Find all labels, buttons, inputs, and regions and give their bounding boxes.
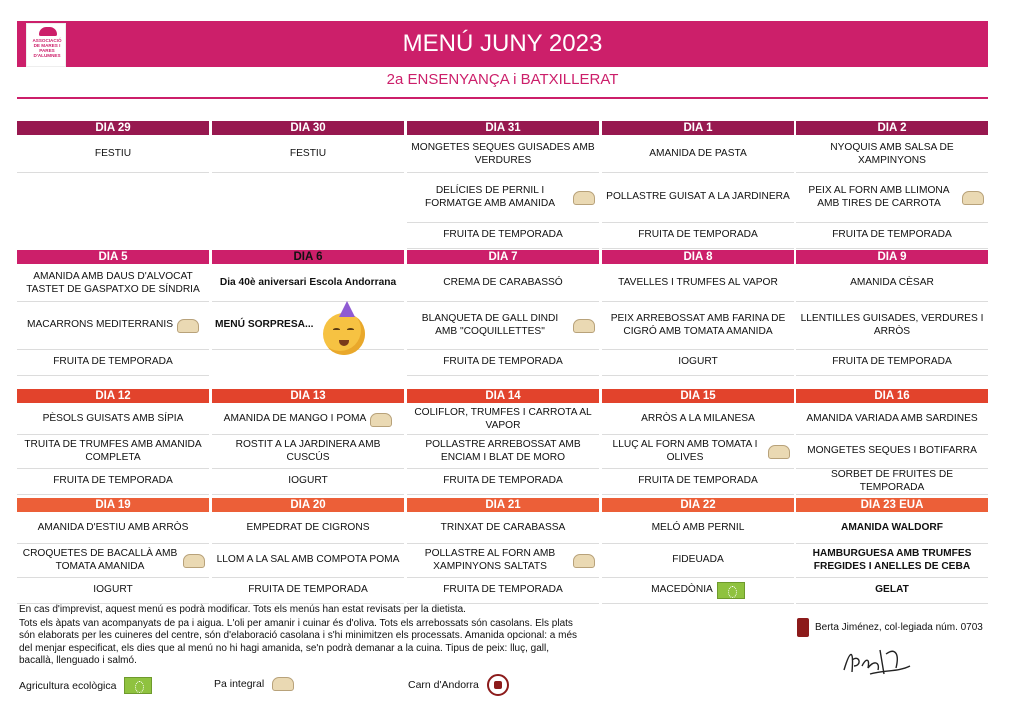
- menu-item: [796, 223, 988, 249]
- menu-item-text: FRUITA DE TEMPORADA: [248, 584, 368, 596]
- day-header: DIA 8: [602, 250, 794, 264]
- menu-item: [796, 350, 988, 376]
- menu-item-text: DELÍCIES DE PERNIL I FORMATGE AMB AMANIDA: [425, 185, 555, 209]
- menu-item: [602, 173, 794, 223]
- day-header: DIA 2: [796, 121, 988, 135]
- day-column: [602, 389, 794, 487]
- day-column: [602, 498, 794, 596]
- menu-item-text: MONGETES SEQUES GUISADES AMB VERDURES: [411, 142, 595, 166]
- signature: [840, 640, 914, 680]
- day-column: [212, 498, 404, 596]
- association-logo: [26, 23, 66, 67]
- menu-item-text: AMANIDA D'ESTIU AMB ARRÒS: [37, 522, 189, 534]
- menu-item: [407, 469, 599, 495]
- menu-item: [17, 578, 209, 604]
- day-header: DIA 16: [796, 389, 988, 403]
- menu-item: [407, 514, 599, 544]
- menu-item: [212, 223, 404, 249]
- menu-item-text: LLENTILLES GUISADES, VERDURES I ARRÒS: [800, 313, 984, 337]
- menu-item-text: BLANQUETA DE GALL DINDI AMB "COQUILLETTES": [421, 313, 559, 337]
- menu-item-text: LLOM A LA SAL AMB COMPOTA POMA: [216, 554, 400, 566]
- menu-item-text: FRUITA DE TEMPORADA: [832, 356, 952, 368]
- day-column: [796, 389, 988, 493]
- day-column: [796, 498, 988, 596]
- day-header: DIA 23 EUA: [796, 498, 988, 512]
- day-column: [17, 498, 209, 596]
- day-header: DIA 20: [212, 498, 404, 512]
- menu-item: [602, 435, 794, 469]
- menu-item: [407, 405, 599, 435]
- menu-item-text: PEIX ARREBOSSAT AMB FARINA DE CIGRÓ AMB TOMATA AMANIDA: [610, 313, 786, 337]
- legend-bread-label: Pa integral: [214, 678, 265, 690]
- day-column: [17, 389, 209, 487]
- day-column: [602, 121, 794, 241]
- bookmark-icon: [797, 618, 809, 637]
- menu-item-text: FRUITA DE TEMPORADA: [53, 356, 173, 368]
- footer-note-2: Tots els àpats van acompanyats de pa i aigua. L'oli per amanir i cuinar és d'oliva. Tots els arrebossats són casolans. Els plats són elaborats per les cuineres del centre, són d'elaboració casolana i s'hi minimitzen els processats. Amanida opcional: a més del menjar especificat, els dies que al menú no hi hagi amanida, se'n podrà demanar a la cuina. Tipus de peix: lluç, gall, bacallà, llenguado i salmó.: [19, 618, 578, 666]
- page-subtitle: 2a ENSENYANÇA i BATXILLERAT: [386, 71, 619, 88]
- menu-item: [407, 544, 599, 578]
- menu-item: [407, 302, 599, 350]
- menu-item: [212, 514, 404, 544]
- menu-item-text: FRUITA DE TEMPORADA: [443, 229, 563, 241]
- menu-item-text: EMPEDRAT DE CIGRONS: [246, 522, 370, 534]
- day-header: DIA 31: [407, 121, 599, 135]
- menu-item-text: CREMA DE CARABASSÓ: [443, 277, 563, 289]
- bread-icon: [573, 554, 595, 568]
- menu-item: [212, 137, 404, 173]
- menu-item: [17, 544, 209, 578]
- page-title: MENÚ JUNY 2023: [402, 30, 603, 57]
- menu-item-text: IOGURT: [678, 356, 718, 368]
- legend-meat-label: Carn d'Andorra: [408, 679, 479, 691]
- menu-item: [407, 137, 599, 173]
- menu-item: [796, 578, 988, 604]
- menu-item: [796, 469, 988, 495]
- menu-item-text: IOGURT: [288, 475, 328, 487]
- menu-item-text: TAVELLES I TRUMFES AL VAPOR: [618, 277, 778, 289]
- day-header: DIA 7: [407, 250, 599, 264]
- legend-meat: [408, 674, 509, 696]
- day-column: [407, 121, 599, 241]
- day-column: [17, 250, 209, 368]
- day-column: [796, 121, 988, 241]
- day-column: [602, 250, 794, 368]
- menu-item: [796, 435, 988, 469]
- menu-item: [602, 266, 794, 302]
- menu-item-text: ARRÒS A LA MILANESA: [641, 413, 755, 425]
- menu-item-text: POLLASTRE ARREBOSSAT AMB ENCIAM I BLAT DE MORO: [425, 439, 581, 463]
- day-header: DIA 13: [212, 389, 404, 403]
- day-column: [407, 498, 599, 596]
- menu-item-text: MACARRONS MEDITERRANIS: [26, 319, 174, 331]
- menu-item: [602, 302, 794, 350]
- divider: [17, 97, 988, 99]
- menu-item: [17, 173, 209, 223]
- menu-item-text: AMANIDA WALDORF: [840, 522, 944, 534]
- menu-item-text: SORBET DE FRUITES DE TEMPORADA: [830, 469, 954, 493]
- menu-item: [17, 405, 209, 435]
- bread-icon: [177, 319, 199, 333]
- logo-text: ASSOCIACIÓ DE MARES I PARES D'ALUMNES: [32, 38, 62, 58]
- carn-andorra-icon: [487, 674, 509, 696]
- menu-item: [407, 350, 599, 376]
- menu-item: [17, 223, 209, 249]
- bread-icon: [272, 677, 294, 691]
- menu-item-text: COLIFLOR, TRUMFES I CARROTA AL VAPOR: [414, 407, 592, 431]
- menu-item: [796, 266, 988, 302]
- menu-item: [407, 223, 599, 249]
- day-column: [212, 121, 404, 160]
- menu-item: [212, 266, 404, 302]
- menu-item: [407, 173, 599, 223]
- menu-item: [212, 302, 404, 350]
- menu-item: [796, 405, 988, 435]
- menu-item-text: FRUITA DE TEMPORADA: [443, 584, 563, 596]
- menu-item-text: NYOQUIS AMB SALSA DE XAMPINYONS: [830, 142, 954, 166]
- day-header: DIA 30: [212, 121, 404, 135]
- menu-item-text: PÈSOLS GUISATS AMB SÍPIA: [42, 413, 184, 425]
- menu-item-text: FESTIU: [94, 148, 132, 160]
- day-header: DIA 6: [212, 250, 404, 264]
- menu-item-text: FRUITA DE TEMPORADA: [443, 475, 563, 487]
- menu-item: [602, 137, 794, 173]
- menu-item: [796, 302, 988, 350]
- day-header: DIA 1: [602, 121, 794, 135]
- menu-item-text: MACEDÒNIA: [651, 584, 713, 596]
- menu-item-text: FRUITA DE TEMPORADA: [638, 229, 758, 241]
- menu-item: [17, 469, 209, 495]
- menu-item: [212, 350, 404, 376]
- menu-item: [602, 350, 794, 376]
- bread-icon: [573, 191, 595, 205]
- party-face-icon: [323, 313, 365, 355]
- legend-eco-label: Agricultura ecològica: [19, 679, 117, 692]
- menu-item-text: HAMBURGUESA AMB TRUMFES FREGIDES I ANELLES DE CEBA: [812, 548, 972, 572]
- menu-item-text: TRINXAT DE CARABASSA: [440, 522, 566, 534]
- menu-item: [212, 578, 404, 604]
- day-header: DIA 5: [17, 250, 209, 264]
- bread-icon: [962, 191, 984, 205]
- footer-note-1: En cas d'imprevist, aquest menú es podrà modificar. Tots els menús han estat revisats per la dietista.: [19, 604, 466, 615]
- menu-item: [17, 137, 209, 173]
- day-column: [407, 250, 599, 368]
- menu-item-text: Dia 40è aniversari Escola Andorrana: [219, 277, 397, 289]
- bread-icon: [370, 413, 392, 427]
- menu-item-text: PEIX AL FORN AMB LLIMONA AMB TIRES DE CARROTA: [808, 185, 950, 209]
- day-column: [212, 389, 404, 487]
- menu-item: [602, 469, 794, 495]
- menu-item: [602, 514, 794, 544]
- menu-item-text: AMANIDA VARIADA AMB SARDINES: [806, 413, 978, 425]
- menu-item: [212, 469, 404, 495]
- menu-item: [17, 514, 209, 544]
- bread-icon: [768, 445, 790, 459]
- menu-item: [17, 302, 209, 350]
- menu-item-text: POLLASTRE GUISAT A LA JARDINERA: [606, 191, 790, 203]
- menu-item-text: GELAT: [875, 584, 909, 596]
- eco-leaf-icon: [124, 677, 152, 694]
- bread-icon: [573, 319, 595, 333]
- menu-item-text: AMANIDA CÈSAR: [850, 277, 934, 289]
- menu-item-text: MELÓ AMB PERNIL: [651, 522, 745, 534]
- menu-item: [17, 266, 209, 302]
- menu-item-text: AMANIDA DE PASTA: [649, 148, 747, 160]
- day-header: DIA 29: [17, 121, 209, 135]
- menu-item: [212, 435, 404, 469]
- menu-item-text: FIDEUADA: [672, 554, 724, 566]
- menu-item: [796, 544, 988, 578]
- menu-item: [17, 350, 209, 376]
- bread-icon: [183, 554, 205, 568]
- menu-item: [407, 266, 599, 302]
- menu-item: [602, 223, 794, 249]
- day-header: DIA 14: [407, 389, 599, 403]
- turtle-icon: [39, 27, 57, 36]
- legend-eco: [19, 677, 152, 694]
- menu-item: [212, 173, 404, 223]
- day-column: [407, 389, 599, 487]
- menu-item-text: MONGETES SEQUES I BOTIFARRA: [807, 445, 977, 457]
- day-column: [212, 250, 404, 331]
- menu-item-text: FRUITA DE TEMPORADA: [443, 356, 563, 368]
- eco-leaf-icon: [717, 582, 745, 599]
- day-header: DIA 19: [17, 498, 209, 512]
- dietista-credit: [797, 618, 983, 637]
- menu-item: [407, 435, 599, 469]
- menu-item: [602, 405, 794, 435]
- menu-item-text: IOGURT: [93, 584, 133, 596]
- menu-item-text: LLUÇ AL FORN AMB TOMATA I OLIVES: [612, 439, 758, 463]
- menu-item-text: POLLASTRE AL FORN AMB XAMPINYONS SALTATS: [424, 548, 556, 572]
- menu-item: [796, 137, 988, 173]
- menu-item-text: FRUITA DE TEMPORADA: [53, 475, 173, 487]
- menu-item-text: AMANIDA AMB DAUS D'ALVOCAT TASTET DE GASPATXO DE SÍNDRIA: [26, 271, 200, 295]
- menu-item: [796, 173, 988, 223]
- menu-item-text: MENÚ SORPRESA...: [215, 319, 314, 331]
- menu-item: [796, 514, 988, 544]
- menu-item: [17, 435, 209, 469]
- day-column: [17, 121, 209, 160]
- menu-item-text: AMANIDA DE MANGO I POMA: [223, 413, 367, 425]
- day-header: DIA 9: [796, 250, 988, 264]
- menu-item: [602, 544, 794, 578]
- menu-item: [212, 405, 404, 435]
- dietista-name: Berta Jiménez, col·legiada núm. 0703: [815, 622, 983, 633]
- day-header: DIA 15: [602, 389, 794, 403]
- menu-item-text: ROSTIT A LA JARDINERA AMB CUSCÚS: [235, 439, 381, 463]
- day-header: DIA 12: [17, 389, 209, 403]
- menu-item: [602, 578, 794, 604]
- day-header: DIA 21: [407, 498, 599, 512]
- menu-item: [407, 578, 599, 604]
- menu-item-text: FESTIU: [289, 148, 327, 160]
- menu-item-text: TRUITA DE TRUMFES AMB AMANIDA COMPLETA: [24, 439, 202, 463]
- day-column: [796, 250, 988, 368]
- legend-bread: [214, 677, 294, 691]
- menu-item-text: CROQUETES DE BACALLÀ AMB TOMATA AMANIDA: [22, 548, 178, 572]
- day-header: DIA 22: [602, 498, 794, 512]
- menu-item-text: FRUITA DE TEMPORADA: [832, 229, 952, 241]
- menu-item-text: FRUITA DE TEMPORADA: [638, 475, 758, 487]
- menu-item: [212, 544, 404, 578]
